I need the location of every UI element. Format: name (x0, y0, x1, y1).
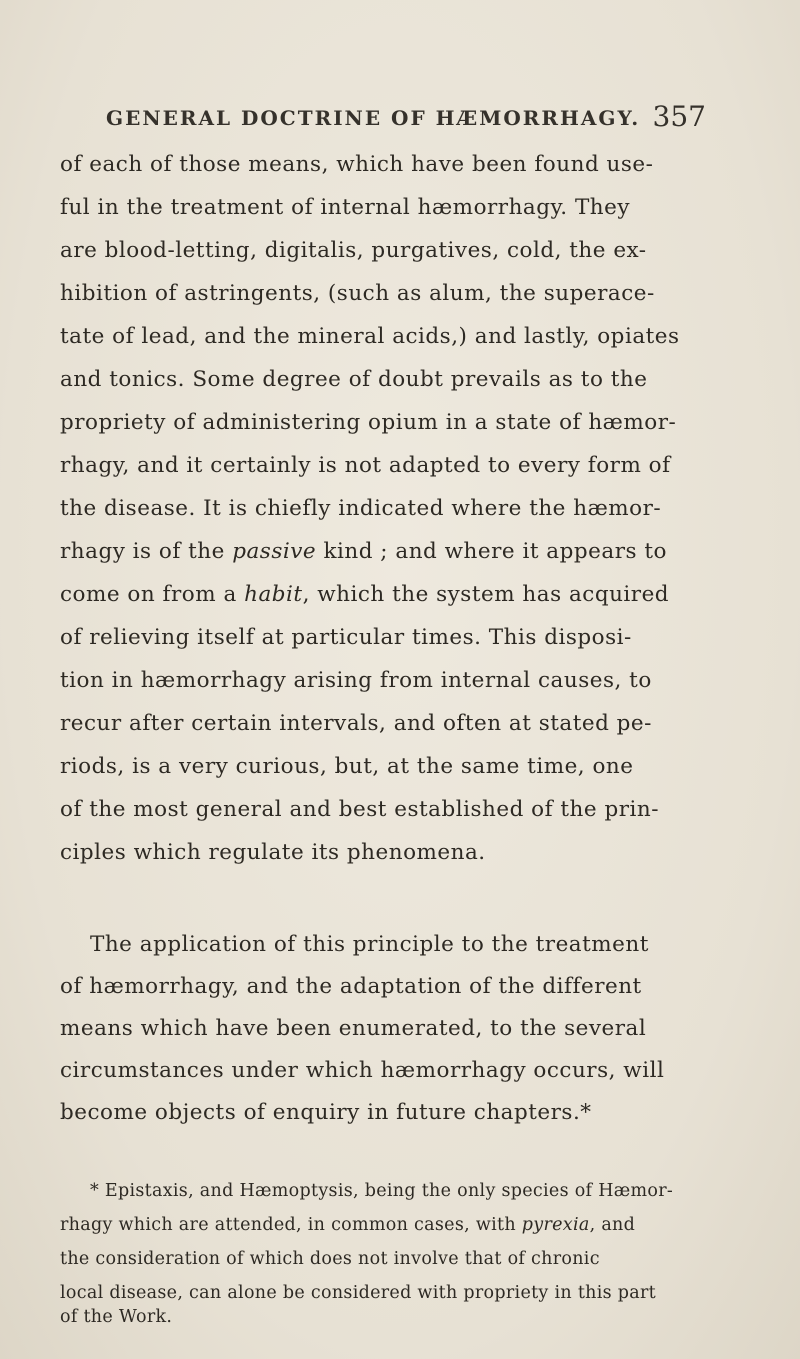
text-line: tion in hæmorrhagy arising from internal causes, to (60, 668, 652, 693)
text-line: riods, is a very curious, but, at the same time, one (60, 754, 634, 779)
running-head: GENERAL DOCTRINE OF HÆMORRHAGY. (106, 106, 641, 130)
text-span: , and (589, 1215, 636, 1235)
text-line (60, 580, 760, 610)
italic-word: habit (244, 582, 303, 607)
text-line: of hæmorrhagy, and the adaptation of the different (60, 974, 642, 999)
text-line: circumstances under which hæmorrhagy occurs, will (60, 1058, 665, 1083)
text-line: tate of lead, and the mineral acids,) and lastly, opiates (60, 324, 680, 349)
text-line: propriety of administering opium in a state of hæmor- (60, 410, 677, 435)
text-line: become objects of enquiry in future chapters.* (60, 1100, 592, 1125)
footnote-line: * Epistaxis, and Hæmoptysis, being the only species of Hæmor- (90, 1181, 674, 1201)
text-line: means which have been enumerated, to the several (60, 1016, 647, 1041)
text-line: and tonics. Some degree of doubt prevails as to the (60, 367, 648, 392)
page-number: 357 (652, 100, 706, 133)
text-line: of each of those means, which have been found use- (60, 152, 654, 177)
text-line: recur after certain intervals, and often at stated pe- (60, 711, 652, 736)
text-line: of the most general and best established of the prin- (60, 797, 659, 822)
text-span: rhagy is of the (60, 539, 233, 564)
text-line: ciples which regulate its phenomena. (60, 840, 486, 865)
text-line: The application of this principle to the treatment (90, 932, 649, 957)
text-line: the disease. It is chiefly indicated where the hæmor- (60, 496, 662, 521)
text-line: ful in the treatment of internal hæmorrhagy. They (60, 195, 631, 220)
italic-word: passive (232, 539, 317, 564)
text-span: , which the system has acquired (302, 582, 670, 607)
text-line: of relieving itself at particular times. This disposi- (60, 625, 632, 650)
text-line: hibition of astringents, (such as alum, the superace- (60, 281, 655, 306)
page-header (106, 98, 706, 138)
text-line (60, 537, 760, 567)
italic-word: pyrexia (521, 1215, 590, 1235)
footnote-line (60, 1212, 760, 1238)
text-line: rhagy, and it certainly is not adapted to every form of (60, 453, 671, 478)
footnote-line: the consideration of which does not involve that of chronic (60, 1249, 600, 1269)
footnote-line: local disease, can alone be considered with propriety in this part (60, 1283, 656, 1303)
text-span: kind ; and where it appears to (316, 539, 667, 564)
text-line: are blood-letting, digitalis, purgatives, cold, the ex- (60, 238, 647, 263)
footnote-line: of the Work. (60, 1307, 173, 1327)
text-span: come on from a (60, 582, 245, 607)
text-span: rhagy which are attended, in common cases, with (60, 1215, 522, 1235)
